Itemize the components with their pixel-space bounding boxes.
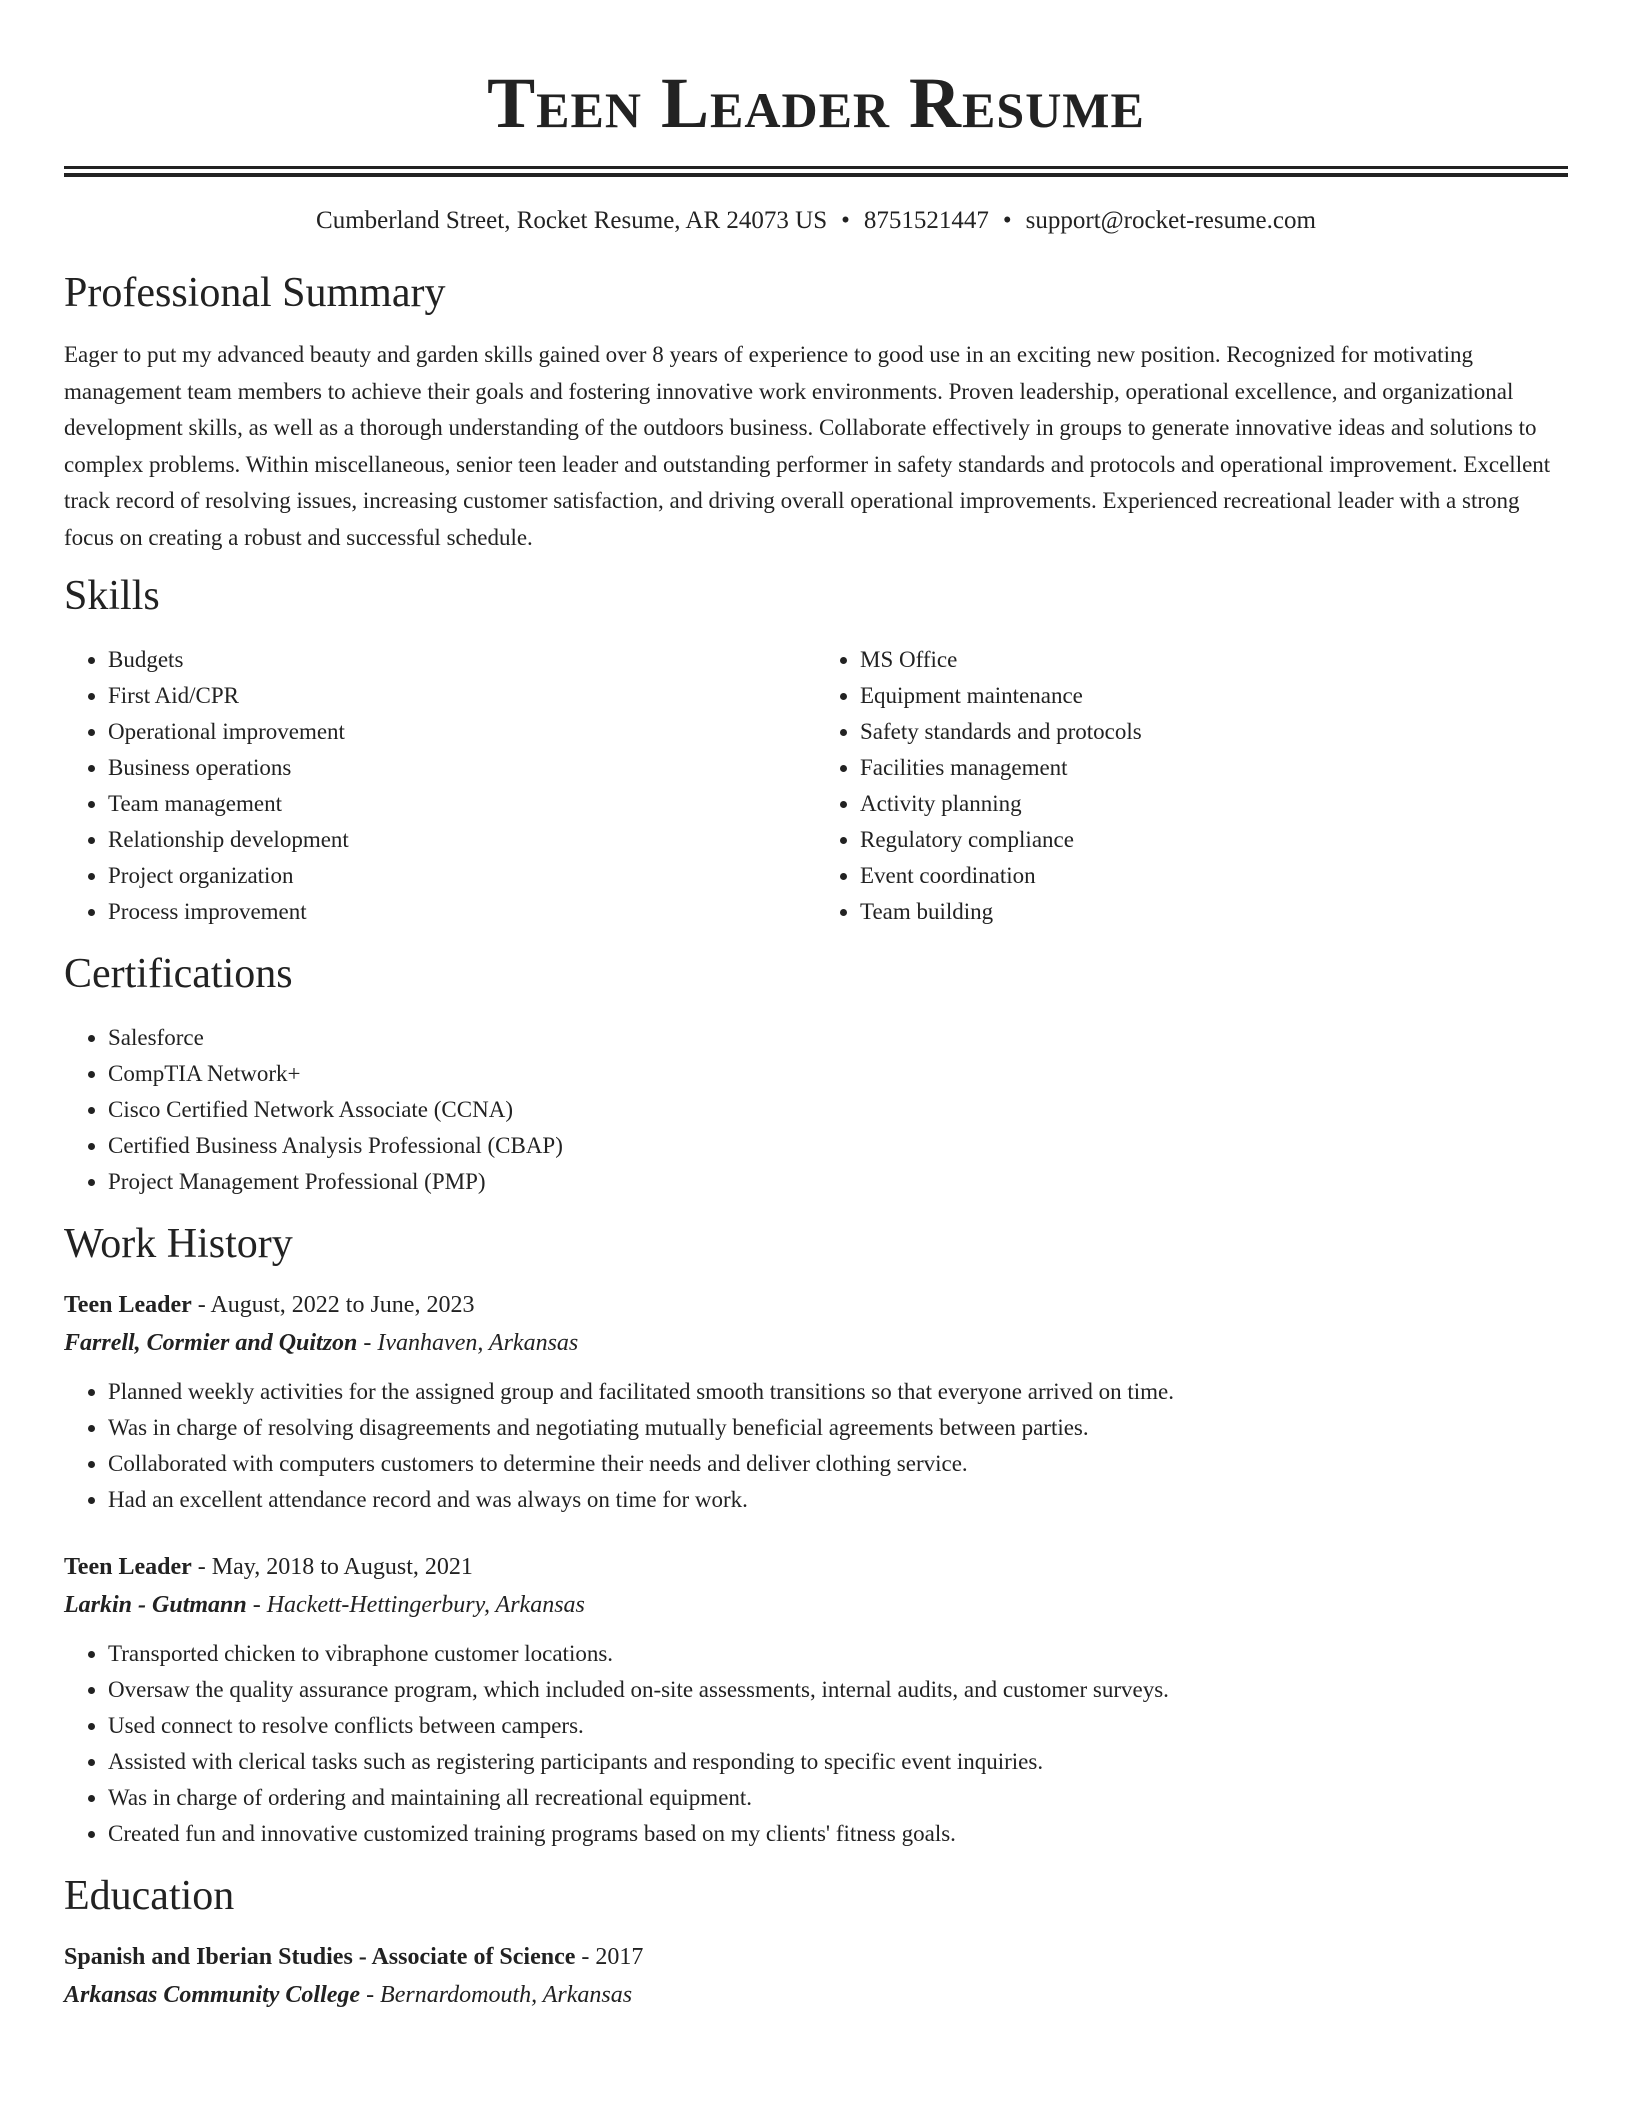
summary-text: Eager to put my advanced beauty and garden skills gained over 8 years of experience to good use in an exciting new position. Recognized for motivating management team members to achieve their goals and fostering innovative work environments. Proven leadership, operational excellence, and organizational development skills, as well as a thorough understanding of the outdoors business. Collaborate effectively in groups to generate innovative ideas and solutions to complex problems. Within miscellaneous, senior teen leader and outstanding performer in safety standards and protocols and operational improvement. Excellent track record of resolving issues, increasing customer satisfaction, and driving overall operational improvements. Experienced recreational leader with a strong focus on creating a robust and successful schedule. (64, 342, 1551, 550)
skill-item: • Regulatory compliance (860, 822, 1568, 858)
education-school: Arkansas Community College (64, 1982, 361, 2008)
job-company-line (64, 1586, 1568, 1624)
education-degree-line (64, 1938, 1568, 1976)
certification-item: • Project Management Professional (PMP) (108, 1164, 1568, 1200)
skill-item: • Budgets (108, 642, 816, 678)
contact-separator: • (1002, 207, 1012, 234)
skill-item: • Event coordination (860, 858, 1568, 894)
certification-item: • Cisco Certified Network Associate (CCNA) (108, 1092, 1568, 1128)
job-title: Teen Leader (64, 1292, 192, 1318)
job-bullet: • Was in charge of resolving disagreements and negotiating mutually beneficial agreements between parties. (108, 1410, 1568, 1446)
job-bullets (64, 1636, 1568, 1852)
job-dates: - May, 2018 to August, 2021 (191, 1554, 473, 1580)
education-year: - 2017 (575, 1944, 644, 1970)
skills-list-left (64, 642, 816, 930)
certifications-list (64, 1020, 1568, 1200)
skills-heading: Skills (64, 573, 160, 619)
job-title-line (64, 1286, 1568, 1324)
job-company: Larkin - Gutmann (64, 1592, 247, 1618)
skill-item: • MS Office (860, 642, 1568, 678)
education-entry (64, 1938, 1568, 2014)
skill-item: • First Aid/CPR (108, 678, 816, 714)
contact-email: support@rocket-resume.com (1025, 207, 1316, 234)
certifications-heading: Certifications (64, 951, 293, 997)
skill-item: • Activity planning (860, 786, 1568, 822)
job-bullet: • Oversaw the quality assurance program, which included on-site assessments, internal audits, and customer surveys. (108, 1672, 1568, 1708)
resume-title: Teen Leader Resume (487, 63, 1145, 143)
certification-item: • CompTIA Network+ (108, 1056, 1568, 1092)
education-school-line (64, 1976, 1568, 2014)
job-bullet: • Used connect to resolve conflicts between campers. (108, 1708, 1568, 1744)
job-bullet: • Collaborated with computers customers to determine their needs and deliver clothing service. (108, 1446, 1568, 1482)
contact-phone: 8751521447 (863, 207, 989, 234)
job-bullet: • Transported chicken to vibraphone customer locations. (108, 1636, 1568, 1672)
title-double-rule (64, 166, 1568, 177)
education-location: - Bernardomouth, Arkansas (360, 1982, 633, 2008)
skill-item: • Safety standards and protocols (860, 714, 1568, 750)
education-degree: Spanish and Iberian Studies - Associate of Science (64, 1944, 576, 1970)
job-bullets (64, 1374, 1568, 1518)
skill-item: • Relationship development (108, 822, 816, 858)
certification-item: • Certified Business Analysis Professional (CBAP) (108, 1128, 1568, 1164)
job-company: Farrell, Cormier and Quitzon (64, 1330, 358, 1356)
contact-address: Cumberland Street, Rocket Resume, AR 24073 US (316, 207, 828, 234)
skills-columns (64, 642, 1568, 930)
skill-item: • Project organization (108, 858, 816, 894)
job-dates: - August, 2022 to June, 2023 (191, 1292, 475, 1318)
job-bullet: • Assisted with clerical tasks such as registering participants and responding to specific event inquiries. (108, 1744, 1568, 1780)
skills-list-right (816, 642, 1568, 930)
education-heading: Education (64, 1873, 235, 1919)
contact-line (64, 205, 1568, 237)
job-bullet: • Had an excellent attendance record and was always on time for work. (108, 1482, 1568, 1518)
job-entry (64, 1548, 1568, 1852)
job-bullet: • Was in charge of ordering and maintaining all recreational equipment. (108, 1780, 1568, 1816)
summary-heading: Professional Summary (64, 270, 446, 316)
skill-item: • Business operations (108, 750, 816, 786)
skill-item: • Equipment maintenance (860, 678, 1568, 714)
work-history-heading: Work History (64, 1221, 293, 1267)
certification-item: • Salesforce (108, 1020, 1568, 1056)
job-bullet: • Planned weekly activities for the assigned group and facilitated smooth transitions so that everyone arrived on time. (108, 1374, 1568, 1410)
job-company-line (64, 1324, 1568, 1362)
job-bullet: • Created fun and innovative customized training programs based on my clients' fitness goals. (108, 1816, 1568, 1852)
job-title: Teen Leader (64, 1554, 192, 1580)
skill-item: • Team building (860, 894, 1568, 930)
job-title-line (64, 1548, 1568, 1586)
job-entry (64, 1286, 1568, 1518)
contact-separator: • (841, 207, 850, 234)
skill-item: • Team management (108, 786, 816, 822)
skill-item: • Operational improvement (108, 714, 816, 750)
skill-item: • Facilities management (860, 750, 1568, 786)
skill-item: • Process improvement (108, 894, 816, 930)
job-location: - Ivanhaven, Arkansas (357, 1330, 579, 1356)
job-location: - Hackett-Hettingerbury, Arkansas (246, 1592, 585, 1618)
